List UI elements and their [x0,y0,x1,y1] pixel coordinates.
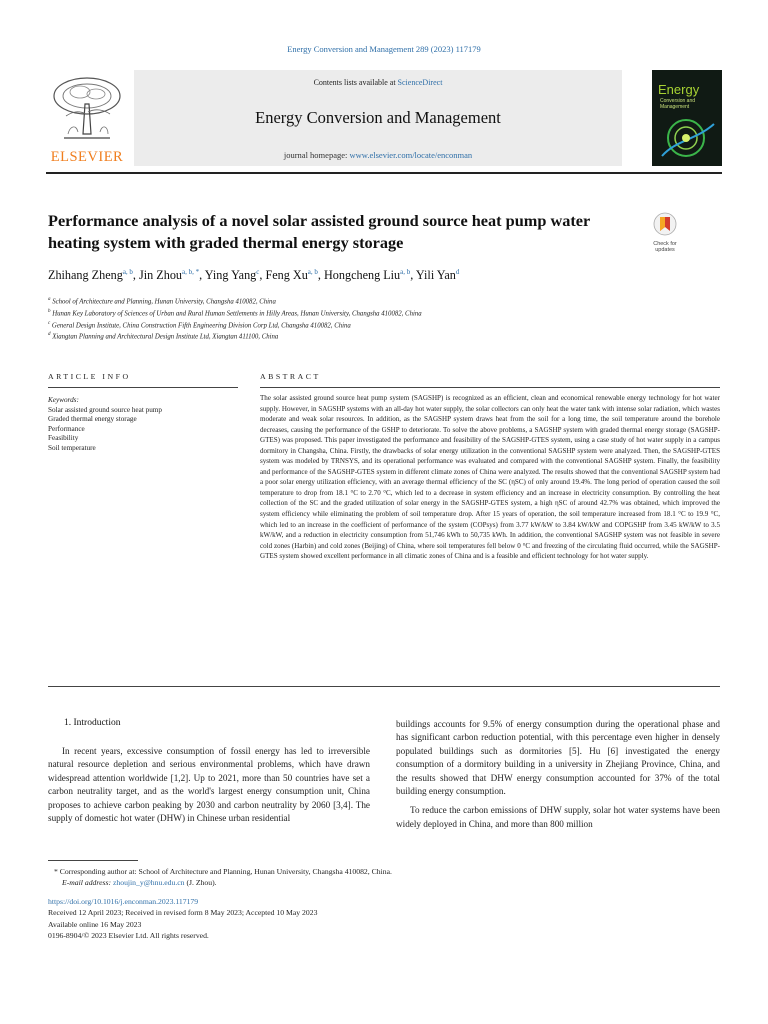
available-online: Available online 16 May 2023 [48,919,142,929]
affiliation-marker: d [48,332,51,338]
contents-line [134,78,622,87]
cover-subtitle: Conversion and Management [660,98,696,110]
author-affiliation-marker[interactable]: a, b, * [182,268,200,276]
intro-right-column [396,718,720,831]
check-updates-line2: updates [655,247,675,253]
top-citation[interactable]: Energy Conversion and Management 289 (2023) 117179 [287,44,481,54]
cover-title: Energy [658,82,700,97]
keywords-label: Keywords: [48,396,79,404]
email-link[interactable]: zhoujin_y@hnu.edu.cn [112,878,185,888]
affiliation-marker: a [48,297,51,302]
author-name: Yili Yan [415,268,456,283]
homepage-link[interactable]: www.elsevier.com/locate/enconman [349,150,473,160]
journal-banner [134,70,622,166]
author[interactable] [139,268,199,282]
affiliation-text: Xiangtan Planning and Architectural Design Institute Ltd, Xiangtan 411100, China [50,333,279,341]
affiliation-item [48,319,708,331]
keyword-item: Performance [48,424,85,433]
author-name: Hongcheng Liu [324,268,401,283]
author[interactable] [265,268,317,282]
article-info-rule [48,387,238,388]
keyword-list [48,406,238,454]
contents-prefix: Contents lists available at [313,78,398,87]
keyword-item: Solar assisted ground source heat pump [48,405,162,414]
article-info-heading: ARTICLE INFO [48,372,131,381]
author-affiliation-marker[interactable]: d [455,268,460,276]
author-affiliation-marker[interactable]: a, b [122,268,133,276]
author-name: Zhihang Zheng [48,268,123,283]
email-line [48,877,708,888]
author-affiliation-marker[interactable]: c [256,268,260,276]
author-list: Zhihang Zheng$^{a, b}$, Jin Zhou$^{a, b, *}$, Ying Yang$^c$, Feng Xu$^{a, b}$, Hongcheng Liu$^{a, b}$, Yili Yan$^d$ [48,268,460,283]
affiliation-item [48,295,708,307]
affiliation-text: Hunan Key Laboratory of Sciences of Urban and Rural Human Settlements in Hilly Areas, Hunan University, Changsha 410082, China [50,310,422,318]
check-updates-line1: Check for [653,241,677,247]
intro-right-paragraph-1: buildings accounts for 9.5% of energy consumption during the operational phase and has significant carbon reduction potential, with this percentage even higher in densely populated buildings such as dormitories [5]. Hu [6] investigated the energy consumption of a dormitory building in a university in Zhejiang Province, China, and the results showed that DHW energy consumption accounted for 37% of the total building energy consumption. [396,719,720,797]
author[interactable] [48,268,133,282]
affiliation-item [48,307,708,319]
journal-title[interactable]: Energy Conversion and Management [255,108,501,127]
intro-right-paragraph-2: To reduce the carbon emissions of DHW supply, solar hot water systems have been widely deployed in China, and more than 800 million [396,805,720,829]
abstract-bottom-rule [48,686,720,687]
author[interactable] [205,268,260,282]
author-affiliation-marker[interactable]: a, b [400,268,411,276]
elsevier-tree-icon [50,74,124,144]
intro-left-column [48,745,370,825]
author[interactable] [324,268,410,282]
footnote-divider [48,860,138,861]
homepage-line [134,150,622,160]
abstract-rule [260,387,720,388]
cover-art-icon [652,110,722,166]
paper-title: Performance analysis of a novel solar assisted ground source heat pump water heating system with graded thermal energy storage [48,211,590,252]
doi-link[interactable]: https://doi.org/10.1016/j.enconman.2023.117179 [48,897,199,906]
header-divider [46,172,722,174]
keyword-item: Soil temperature [48,443,96,452]
abstract-heading: ABSTRACT [260,372,321,381]
publisher-name: ELSEVIER [50,149,124,165]
keywords-block [48,396,238,454]
journal-cover[interactable] [652,70,722,166]
author-name: Jin Zhou [139,268,183,283]
keyword-item: Graded thermal energy storage [48,415,137,424]
introduction-heading: 1. Introduction [64,718,121,728]
keyword-item: Feasibility [48,434,79,443]
affiliation-text: General Design Institute, China Construction Fifth Engineering Division Corp Ltd, Changsha 410082, China [50,321,351,329]
copyright-line: 0196-8904/© 2023 Elsevier Ltd. All rights reserved. [48,931,209,941]
elsevier-logo[interactable] [46,72,128,164]
check-updates-icon [652,212,678,236]
journal-header [46,70,722,166]
author-name: Ying Yang [204,268,257,283]
footnotes [48,866,708,888]
affiliation-list [48,295,708,342]
check-for-updates-button[interactable] [646,212,684,252]
homepage-prefix: journal homepage: [283,150,350,160]
author-affiliation-marker[interactable]: a, b [307,268,318,276]
sciencedirect-link[interactable]: ScienceDirect [397,78,443,87]
author-name: Feng Xu [265,268,308,283]
abstract-text: The solar assisted ground source heat pump system (SAGSHP) is recognized as an efficient, clean and economical renewable energy technology for hot water supply. However, in SAGSHP systems with an all-day hot water supply, the solar collectors can only heat the water tank with intense solar radiation, which wastes moderate and weak solar resources. In addition, as the SAGSHP system draws heat from the soil for a long time, the soil temperature around the borehole decreases, causing the performance of the GSHP to deteriorate. To solve the above problems, a SAGSHP system with graded thermal energy storage (SAGSHP-GTES) was proposed. This paper investigated the performance and feasibility of the SAGSHP-GTES system, using a case study of hot water supply in a campus dormitory in Changsha, China. Firstly, the drawbacks of solar energy utilization in the conventional SAGSHP system were analyzed. Then, the SAGSHP-GTES system was modeled by TRNSYS, and its operational performance was evaluated and compared with the conventional SAGSHP system. Finally, the feasibility and performance of the SAGSHP-GTES system in different climate zones of China were analyzed. The results showed that the conventional SAGSHP system had a poor solar energy utilization efficiency, with an average thermal efficiency of the SC (ηSC) of only around 19.4%. The long period of operation caused the soil temperature to drop from 18.1 °C to 2.70 °C, which led to a decrease in system efficiency and an increase in electricity consumption. By controlling the heat collection of the SC and the graded utilization of solar energy in the SAGSHP-GTES system, a high ηSC of around 42.7% was obtained, which improved the system efficiency while eliminating the problem of soil temperature drop. After 15 years of operation, the soil temperature increased from 18.1 °C to 19.9 °C, which led to an increase in the coefficient of performance of the system (COPsys) from 3.77 kW/kW to 3.84 kW/kW and COPGSHP from 3.45 kW/kW to 3.5 kW/kW, and a reduction in electricity consumption from 51,746 kWh to 50,735 kWh. In addition, the conventional SAGSHP system was not feasible in severe cold zones (Harbin) and cold zones (Beijing) of China, where soil temperatures fell below 0 °C and freezing of the circulating fluid occurred, while the SAGSHP-GTES system showed excellent performance in all climatic zones of China and is a feasible and efficient technology for hot water supply. [260,394,720,561]
received-dates: Received 12 April 2023; Received in revised form 8 May 2023; Accepted 10 May 2023 [48,908,318,918]
intro-left-paragraph: In recent years, excessive consumption of fossil energy has led to irreversible natural resource depletion and serious environmental problems, which have drawn widespread attention worldwide [1,2]. Up to 2021, more than 50 countries have set a carbon neutrality target, and as the world's largest energy consumption unit, China proposes to achieve carbon peaking by 2030 and carbon neutrality by 2060 [3,4]. The supply of domestic hot water (DHW) in Chinese urban residential [48,746,370,824]
email-label: E-mail address: [62,878,113,888]
affiliation-marker: c [48,320,51,326]
corresponding-author-note: * Corresponding author at: School of Architecture and Planning, Hunan University, Changsha 410082, China. [54,867,392,876]
publication-info [48,896,708,942]
affiliation-text: School of Architecture and Planning, Hunan University, Changsha 410082, China [50,298,276,306]
email-suffix: (J. Zhou). [184,878,217,888]
affiliation-marker: b [48,308,51,314]
affiliation-item [48,330,708,342]
author[interactable] [416,268,459,282]
